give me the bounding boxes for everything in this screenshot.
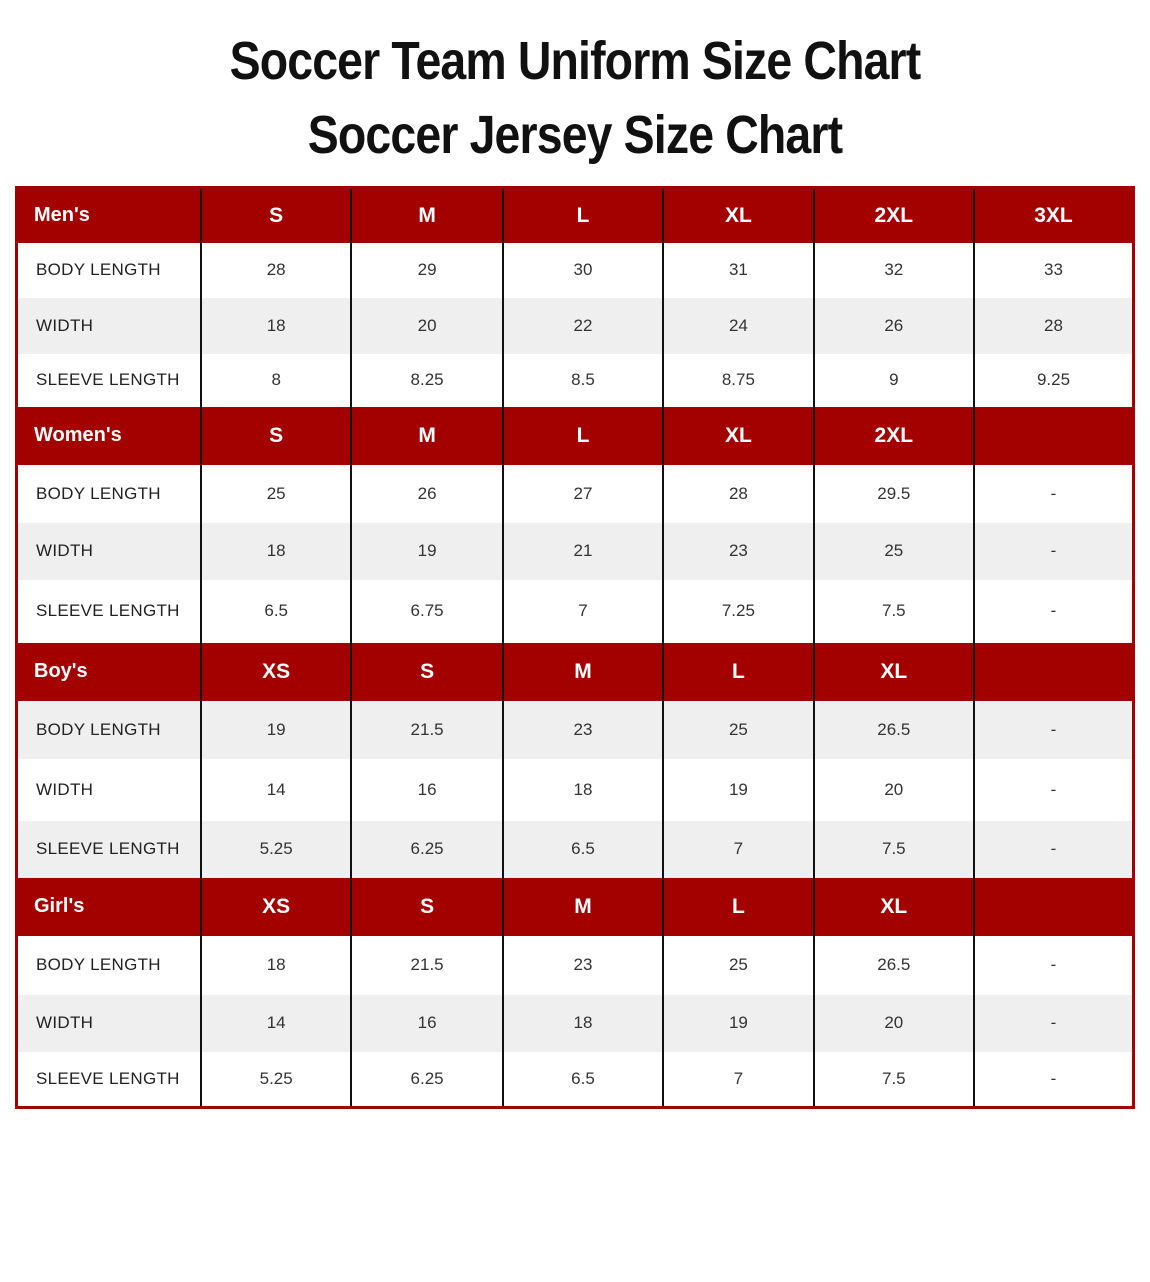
measurement-value-cell: 16	[351, 995, 502, 1052]
measurement-row	[17, 821, 1134, 878]
measurement-value-cell: 9	[814, 354, 974, 407]
size-header-cell: 2XL	[814, 407, 974, 465]
section-header-row	[17, 643, 1134, 701]
measurement-value-cell: 18	[503, 995, 663, 1052]
measurement-label: SLEEVE LENGTH	[17, 821, 201, 878]
measurement-value-cell: 20	[351, 298, 502, 354]
measurement-row	[17, 701, 1134, 759]
measurement-value-cell: 19	[201, 701, 351, 759]
size-header-cell: XS	[201, 878, 351, 936]
measurement-value-cell: 28	[201, 243, 351, 298]
measurement-value-cell: 7	[663, 821, 813, 878]
measurement-value-cell: 14	[201, 995, 351, 1052]
measurement-label: WIDTH	[17, 298, 201, 354]
measurement-value-cell: 18	[201, 298, 351, 354]
measurement-value-cell: 9.25	[974, 354, 1133, 407]
measurement-row	[17, 1052, 1134, 1108]
measurement-value-cell: -	[974, 821, 1133, 878]
measurement-label: BODY LENGTH	[17, 465, 201, 523]
measurement-value-cell: 5.25	[201, 1052, 351, 1108]
measurement-value-cell: 25	[201, 465, 351, 523]
measurement-value-cell: 19	[663, 759, 813, 821]
size-header-cell: L	[663, 643, 813, 701]
section-label: Men's	[17, 188, 201, 243]
size-header-cell: 3XL	[974, 188, 1133, 243]
size-header-cell: M	[503, 643, 663, 701]
size-header-cell: S	[201, 407, 351, 465]
measurement-value-cell: 21.5	[351, 701, 502, 759]
measurement-value-cell: 7.25	[663, 580, 813, 643]
section-label: Girl's	[17, 878, 201, 936]
measurement-value-cell: 5.25	[201, 821, 351, 878]
measurement-value-cell: 22	[503, 298, 663, 354]
measurement-value-cell: 21.5	[351, 936, 502, 995]
measurement-value-cell: 6.25	[351, 821, 502, 878]
measurement-value-cell: 24	[663, 298, 813, 354]
measurement-value-cell: 29.5	[814, 465, 974, 523]
measurement-value-cell: 28	[974, 298, 1133, 354]
measurement-value-cell: 7.5	[814, 1052, 974, 1108]
measurement-value-cell: 8	[201, 354, 351, 407]
section-header-row	[17, 188, 1134, 243]
measurement-value-cell: -	[974, 465, 1133, 523]
size-header-cell: M	[351, 188, 502, 243]
measurement-value-cell: 20	[814, 995, 974, 1052]
measurement-value-cell: 19	[351, 523, 502, 580]
size-header-cell: S	[351, 878, 502, 936]
measurement-value-cell: 18	[503, 759, 663, 821]
measurement-value-cell: 7.5	[814, 821, 974, 878]
measurement-label: WIDTH	[17, 523, 201, 580]
measurement-value-cell: 7	[503, 580, 663, 643]
measurement-value-cell: 27	[503, 465, 663, 523]
measurement-value-cell: 30	[503, 243, 663, 298]
size-header-cell: XL	[814, 643, 974, 701]
section-header-row	[17, 878, 1134, 936]
section-label: Boy's	[17, 643, 201, 701]
measurement-value-cell: 18	[201, 523, 351, 580]
size-header-cell: XL	[663, 407, 813, 465]
size-header-cell: S	[351, 643, 502, 701]
measurement-row	[17, 465, 1134, 523]
size-chart-table	[15, 186, 1135, 1109]
measurement-value-cell: 21	[503, 523, 663, 580]
measurement-value-cell: 6.5	[503, 1052, 663, 1108]
measurement-value-cell: -	[974, 701, 1133, 759]
measurement-value-cell: 25	[663, 701, 813, 759]
size-header-cell: XS	[201, 643, 351, 701]
measurement-row	[17, 523, 1134, 580]
measurement-label: BODY LENGTH	[17, 936, 201, 995]
measurement-value-cell: 26	[814, 298, 974, 354]
measurement-value-cell: 26.5	[814, 936, 974, 995]
size-header-cell: -	[974, 407, 1133, 465]
measurement-label: BODY LENGTH	[17, 701, 201, 759]
measurement-value-cell: 23	[663, 523, 813, 580]
measurement-label: WIDTH	[17, 759, 201, 821]
size-header-cell: XL	[663, 188, 813, 243]
page-title: Soccer Team Uniform Size Chart	[229, 31, 921, 91]
measurement-value-cell: 20	[814, 759, 974, 821]
size-header-cell: XL	[814, 878, 974, 936]
measurement-value-cell: 25	[663, 936, 813, 995]
measurement-value-cell: 6.5	[503, 821, 663, 878]
measurement-value-cell: 8.5	[503, 354, 663, 407]
measurement-row	[17, 759, 1134, 821]
measurement-label: SLEEVE LENGTH	[17, 354, 201, 407]
measurement-value-cell: 6.5	[201, 580, 351, 643]
measurement-value-cell: 28	[663, 465, 813, 523]
measurement-row	[17, 354, 1134, 407]
measurement-value-cell: 29	[351, 243, 502, 298]
measurement-value-cell: -	[974, 523, 1133, 580]
size-header-cell: L	[663, 878, 813, 936]
measurement-value-cell: 8.25	[351, 354, 502, 407]
measurement-value-cell: 8.75	[663, 354, 813, 407]
measurement-value-cell: 18	[201, 936, 351, 995]
titles-block	[0, 24, 1150, 172]
size-chart-body	[17, 188, 1134, 1108]
measurement-value-cell: 32	[814, 243, 974, 298]
measurement-row	[17, 936, 1134, 995]
section-label: Women's	[17, 407, 201, 465]
measurement-value-cell: 31	[663, 243, 813, 298]
measurement-value-cell: 23	[503, 701, 663, 759]
size-header-cell: M	[351, 407, 502, 465]
size-header-cell: -	[974, 643, 1133, 701]
measurement-label: SLEEVE LENGTH	[17, 580, 201, 643]
measurement-value-cell: 16	[351, 759, 502, 821]
measurement-row	[17, 298, 1134, 354]
measurement-value-cell: 26	[351, 465, 502, 523]
measurement-row	[17, 995, 1134, 1052]
page-subtitle: Soccer Jersey Size Chart	[307, 105, 843, 165]
measurement-value-cell: 23	[503, 936, 663, 995]
size-header-cell: L	[503, 188, 663, 243]
measurement-label: SLEEVE LENGTH	[17, 1052, 201, 1108]
measurement-value-cell: 6.75	[351, 580, 502, 643]
measurement-value-cell: 33	[974, 243, 1133, 298]
size-header-cell: S	[201, 188, 351, 243]
size-header-cell: L	[503, 407, 663, 465]
section-header-row	[17, 407, 1134, 465]
measurement-label: BODY LENGTH	[17, 243, 201, 298]
measurement-value-cell: 14	[201, 759, 351, 821]
measurement-value-cell: 7	[663, 1052, 813, 1108]
measurement-value-cell: -	[974, 936, 1133, 995]
size-header-cell: -	[974, 878, 1133, 936]
measurement-value-cell: 25	[814, 523, 974, 580]
measurement-value-cell: -	[974, 995, 1133, 1052]
measurement-value-cell: -	[974, 580, 1133, 643]
measurement-value-cell: 7.5	[814, 580, 974, 643]
measurement-value-cell: -	[974, 1052, 1133, 1108]
measurement-row	[17, 243, 1134, 298]
measurement-value-cell: -	[974, 759, 1133, 821]
measurement-value-cell: 6.25	[351, 1052, 502, 1108]
measurement-value-cell: 26.5	[814, 701, 974, 759]
size-header-cell: 2XL	[814, 188, 974, 243]
measurement-label: WIDTH	[17, 995, 201, 1052]
measurement-row	[17, 580, 1134, 643]
measurement-value-cell: 19	[663, 995, 813, 1052]
size-header-cell: M	[503, 878, 663, 936]
